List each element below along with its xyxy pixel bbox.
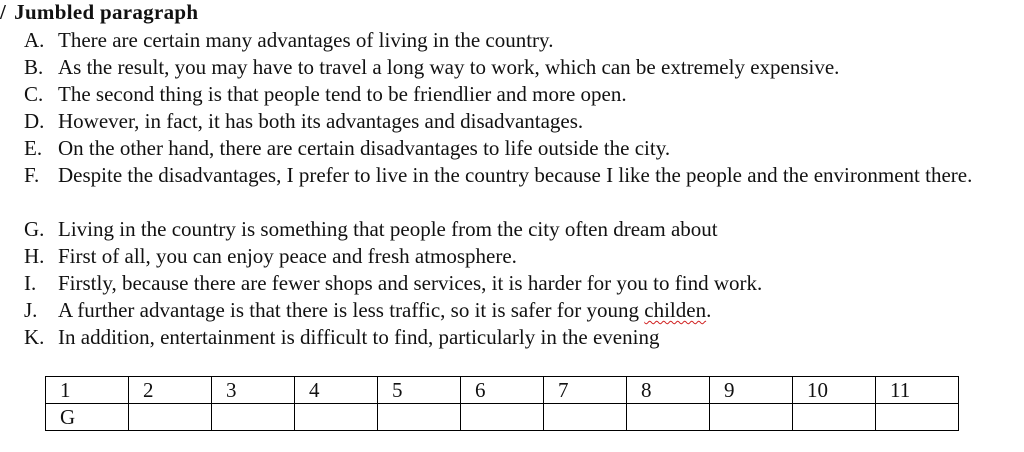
heading-title: Jumbled paragraph bbox=[14, 0, 199, 24]
list-item bbox=[24, 324, 1014, 351]
answer-cell[interactable] bbox=[793, 404, 876, 431]
item-text: In addition, entertainment is difficult to find, particularly in the evening bbox=[58, 325, 660, 349]
item-letter: D. bbox=[24, 109, 45, 133]
item-letter: G. bbox=[24, 217, 45, 241]
answer-row bbox=[46, 404, 959, 431]
list-item bbox=[24, 135, 1014, 162]
item-letter: A. bbox=[24, 28, 45, 52]
number-cell: 5 bbox=[378, 377, 461, 404]
list-item bbox=[24, 243, 1014, 270]
item-text: The second thing is that people tend to be friendlier and more open. bbox=[58, 82, 627, 106]
list-item bbox=[24, 27, 1014, 54]
sentence-list bbox=[24, 27, 1014, 351]
heading-mark: / bbox=[0, 0, 7, 24]
answer-cell[interactable] bbox=[212, 404, 295, 431]
list-item bbox=[24, 54, 1014, 81]
list-item bbox=[24, 162, 1014, 216]
list-item bbox=[24, 216, 1014, 243]
page-heading bbox=[0, 0, 198, 25]
item-text: Firstly, because there are fewer shops and services, it is harder for you to find work. bbox=[58, 271, 763, 295]
answer-cell[interactable] bbox=[461, 404, 544, 431]
item-text bbox=[58, 297, 1014, 324]
number-row bbox=[46, 377, 959, 404]
item-text-before: A further advantage is that there is less traffic, so it is safer for young bbox=[58, 298, 645, 322]
answer-cell[interactable] bbox=[544, 404, 627, 431]
item-text: First of all, you can enjoy peace and fresh atmosphere. bbox=[58, 244, 517, 268]
answer-cell[interactable] bbox=[129, 404, 212, 431]
number-cell: 1 bbox=[46, 377, 129, 404]
item-letter: J. bbox=[24, 298, 38, 322]
item-letter: F. bbox=[24, 163, 40, 187]
item-text: As the result, you may have to travel a long way to work, which can be extremely expensive. bbox=[58, 55, 840, 79]
answer-cell[interactable] bbox=[710, 404, 793, 431]
item-letter: H. bbox=[24, 244, 45, 268]
list-item bbox=[24, 297, 1014, 324]
number-cell: 3 bbox=[212, 377, 295, 404]
number-cell: 9 bbox=[710, 377, 793, 404]
spellcheck-flagged-word: childen bbox=[644, 298, 707, 322]
list-item bbox=[24, 108, 1014, 135]
item-letter: K. bbox=[24, 325, 45, 349]
answer-cell[interactable] bbox=[876, 404, 959, 431]
item-text: There are certain many advantages of living in the country. bbox=[58, 28, 554, 52]
number-cell: 10 bbox=[793, 377, 876, 404]
list-item bbox=[24, 81, 1014, 108]
number-cell: 11 bbox=[876, 377, 959, 404]
item-letter: I. bbox=[24, 271, 37, 295]
item-text: Despite the disadvantages, I prefer to live in the country because I like the people and the environment there. bbox=[58, 163, 973, 187]
number-cell: 8 bbox=[627, 377, 710, 404]
item-text-after: . bbox=[706, 298, 712, 322]
item-text: However, in fact, it has both its advantages and disadvantages. bbox=[58, 109, 584, 133]
number-cell: 7 bbox=[544, 377, 627, 404]
item-letter: C. bbox=[24, 82, 44, 106]
answer-cell[interactable]: G bbox=[46, 404, 129, 431]
list-item bbox=[24, 270, 1014, 297]
answer-cell[interactable] bbox=[627, 404, 710, 431]
number-cell: 4 bbox=[295, 377, 378, 404]
answer-cell[interactable] bbox=[295, 404, 378, 431]
item-letter: B. bbox=[24, 55, 44, 79]
item-text: Living in the country is something that people from the city often dream about bbox=[58, 217, 718, 241]
answer-cell[interactable] bbox=[378, 404, 461, 431]
item-text: On the other hand, there are certain disadvantages to life outside the city. bbox=[58, 136, 671, 160]
number-cell: 6 bbox=[461, 377, 544, 404]
answer-table bbox=[45, 376, 959, 431]
item-letter: E. bbox=[24, 136, 43, 160]
number-cell: 2 bbox=[129, 377, 212, 404]
